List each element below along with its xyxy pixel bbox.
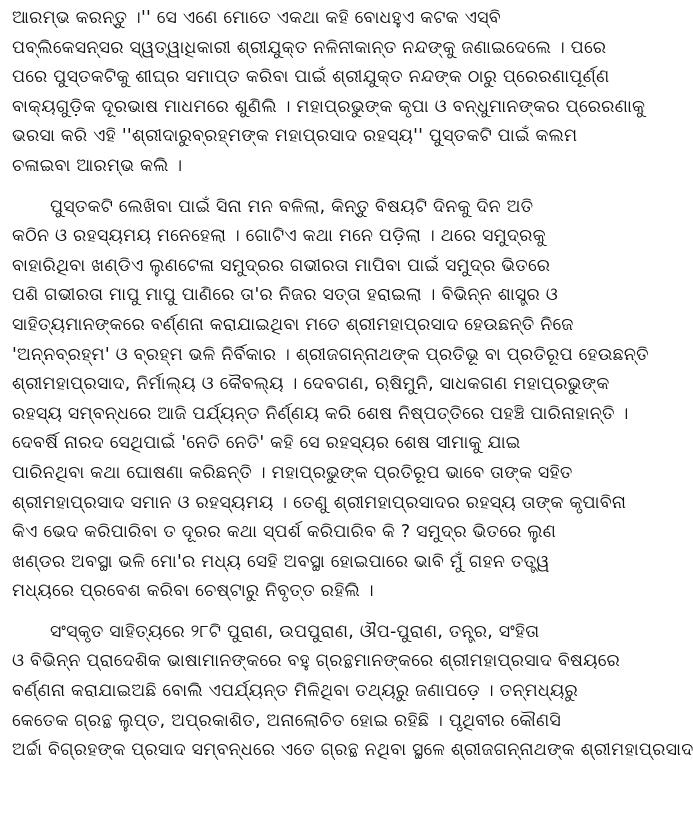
text-line: ଶ୍ରୀମହାପ୍ରସାଦ ସମାନ ଓ ରହସ୍ୟମୟ । ତେଣୁ ଶ୍ରୀମହାପ୍ରସାଦର ରହସ୍ୟ ତାଙ୍କ କୃପାବିନା [12, 492, 627, 513]
text-line: ବାକ୍ୟଗୁଡ଼ିକ ଦୂରଭାଷ ମାଧମରେ ଶୁଣିଲି । ମହାପ୍ରଭୁଙ୍କ କୃପା ଓ ବନ୍ଧୁମାନଙ୍କର ପ୍ରେରଣାକୁ [12, 96, 646, 117]
paragraph-3 [12, 618, 693, 766]
paragraph-2 [12, 193, 649, 607]
text-line: ପାରିନଥିବା କଥା ଘୋଷଣା କରିଛନ୍ତି । ମହାପ୍ରଭୁଙ୍କ ପ୍ରତିରୂପ ଭାବେ ତାଙ୍କ ସହିତ [12, 462, 573, 483]
text-line: ପବ୍ଲିକେସନ୍‌ସର ସ୍ୱତ୍ୱାଧିକାରୀ ଶ୍ରୀଯୁକ୍ତ ନଳିନୀକାନ୍ତ ନନ୍ଦଙ୍କୁ ଜଣାଇଦେଲେ । ପରେ [12, 37, 607, 58]
text-line: ଆରମ୍ଭ କରନ୍ତୁ ।'' ସେ ଏଣେ ମୋତେ ଏକଥା କହି ବୋଧହୁଏ କଟକ ଏସ୍‌ବି [12, 8, 501, 28]
text-line: ଚଳାଇବା ଆରମ୍ଭ କଲି । [12, 155, 183, 176]
text-line: ଖଣ୍ଡର ଅବସ୍ଥା ଭଳି ମୋ'ର ମଧ୍ୟ ସେହି ଅବସ୍ଥା ହୋଇପାରେ ଭାବି ମୁଁ ଗହନ ତତ୍ତ୍ୱ [12, 551, 550, 572]
text-line: ବର୍ଣ୍ଣନା କରାଯାଇଅଛି ବୋଲି ଏପର୍ଯ୍ୟନ୍ତ ମିଳିଥିବା ତଥ୍ୟରୁ ଜଣାପଡ଼େ । ତନ୍ମଧ୍ୟରୁ [12, 681, 579, 702]
text-line: କଠିନ ଓ ରହସ୍ୟମୟ ମନେହେଲା । ଗୋଟିଏ କଥା ମନେ ପଡ଼ିଲା । ଥରେ ସମୁଦ୍ରକୁ [12, 226, 546, 247]
text-line: ଭରସା କରି ଏହି ''ଶ୍ରୀଦାରୁବ୍ରହ୍ମଙ୍କ ମହାପ୍ରସାଦ ରହସ୍ୟ'' ପୁସ୍ତକଟି ପାଇଁ କଲମ [12, 126, 578, 147]
text-line: ପୁସ୍ତକଟି ଲେଖିବା ପାଇଁ ସିନା ମନ ବଳିଲା, କିନ୍ତୁ ବିଷୟଟି ଦିନକୁ ଦିନ ଅତି [50, 196, 534, 217]
text-line: ସାହିତ୍ୟମାନଙ୍କରେ ବର୍ଣ୍ଣନା କରାଯାଇଥିବା ମତେ ଶ୍ରୀମହାପ୍ରସାଦ ହେଉଛନ୍ତି ନିଜେ [12, 314, 574, 335]
text-line: ସଂସ୍କୃତ ସାହିତ୍ୟରେ ୨୮ଟି ପୁରାଣ, ଉପପୁରାଣ, ଔପ-ପୁରାଣ, ତନ୍ତ୍ର, ସଂହିତା [50, 621, 540, 642]
text-line: ପଶି ଗଭୀରତା ମାପୁ ମାପୁ ପାଣିରେ ତା'ର ନିଜର ସତ୍ତା ହରାଇଲା । ବିଭିନ୍ନ ଶାସ୍ତ୍ର ଓ [12, 285, 559, 306]
text-line: କିଏ ଭେଦ କରିପାରିବା ତ ଦୂରର କଥା ସ୍ପର୍ଶ କରିପାରିବ କି ? ସମୁଦ୍ର ଭିତରେ ଲୁଣ [12, 522, 557, 543]
text-line: ଅର୍ଚ୍ଚା ବିଗ୍ରହଙ୍କ ପ୍ରସାଦ ସମ୍ବନ୍ଧରେ ଏତେ ଗ୍ରନ୍ଥ ନଥିବା ସ୍ଥଳେ ଶ୍ରୀଜଗନ୍ନାଥଙ୍କ ଶ୍ରୀମହାପ୍ରସାଦ [12, 740, 693, 761]
text-line: 'ଅନ୍ନବ୍ରହ୍ମ' ଓ ବ୍ରହ୍ମ ଭଳି ନିର୍ବିକାର । ଶ୍ରୀଜଗନ୍ନାଥଙ୍କ ପ୍ରତିଭୂ ବା ପ୍ରତିରୂପ ହେଉଛନ୍ତି [12, 344, 649, 365]
text-line: ପରେ ପୁସ୍ତକଟିକୁ ଶୀଘ୍ର ସମାପ୍ତ କରିବା ପାଇଁ ଶ୍ରୀଯୁକ୍ତ ନନ୍ଦଙ୍କ ଠାରୁ ପ୍ରେରଣାପୂର୍ଣ୍ଣ [12, 67, 610, 88]
text-line: ଦେବର୍ଷି ନାରଦ ସେଥିପାଇଁ 'ନେତି ନେତି' କହି ସେ ରହସ୍ୟର ଶେଷ ସୀମାକୁ ଯାଇ [12, 433, 521, 454]
text-line: ରହସ୍ୟ ସମ୍ବନ୍ଧରେ ଆଜି ପର୍ଯ୍ୟନ୍ତ ନିର୍ଣ୍ଣୟ କରି ଶେଷ ନିଷ୍ପତ୍ତିରେ ପହଞ୍ଚି ପାରିନାହାନ୍ତି । [12, 403, 629, 424]
text-line: କେତେକ ଗ୍ରନ୍ଥ ଲୁପ୍ତ, ଅପ୍ରକାଶିତ, ଅନାଲୋଚିତ ହୋଇ ରହିଛି । ପୃଥିବୀର କୌଣସି [12, 710, 562, 731]
paragraph-1 [12, 4, 646, 182]
text-line: ଓ ବିଭିନ୍ନ ପ୍ରାଦେଶିକ ଭାଷାମାନଙ୍କରେ ବହୁ ଗ୍ରନ୍ଥମାନଙ୍କରେ ଶ୍ରୀମହାପ୍ରସାଦ ବିଷୟରେ [12, 651, 620, 672]
text-line: ବାହାରିଥିବା ଖଣ୍ଡିଏ ଲୁଣଟେଳା ସମୁଦ୍ରର ଗଭୀରତା ମାପିବା ପାଇଁ ସମୁଦ୍ର ଭିତରେ [12, 255, 551, 276]
text-line: ଶ୍ରୀମହାପ୍ରସାଦ, ନିର୍ମାଲ୍ୟ ଓ କୈବଲ୍ୟ । ଦେବଗଣ, ଋଷିମୁନି, ସାଧକଗଣ ମହାପ୍ରଭୁଙ୍କ [12, 374, 610, 395]
text-line: ମଧ୍ୟରେ ପ୍ରବେଶ କରିବା ଚେଷ୍ଟାରୁ ନିବୃତ୍ତ ରହିଲି । [12, 581, 374, 602]
